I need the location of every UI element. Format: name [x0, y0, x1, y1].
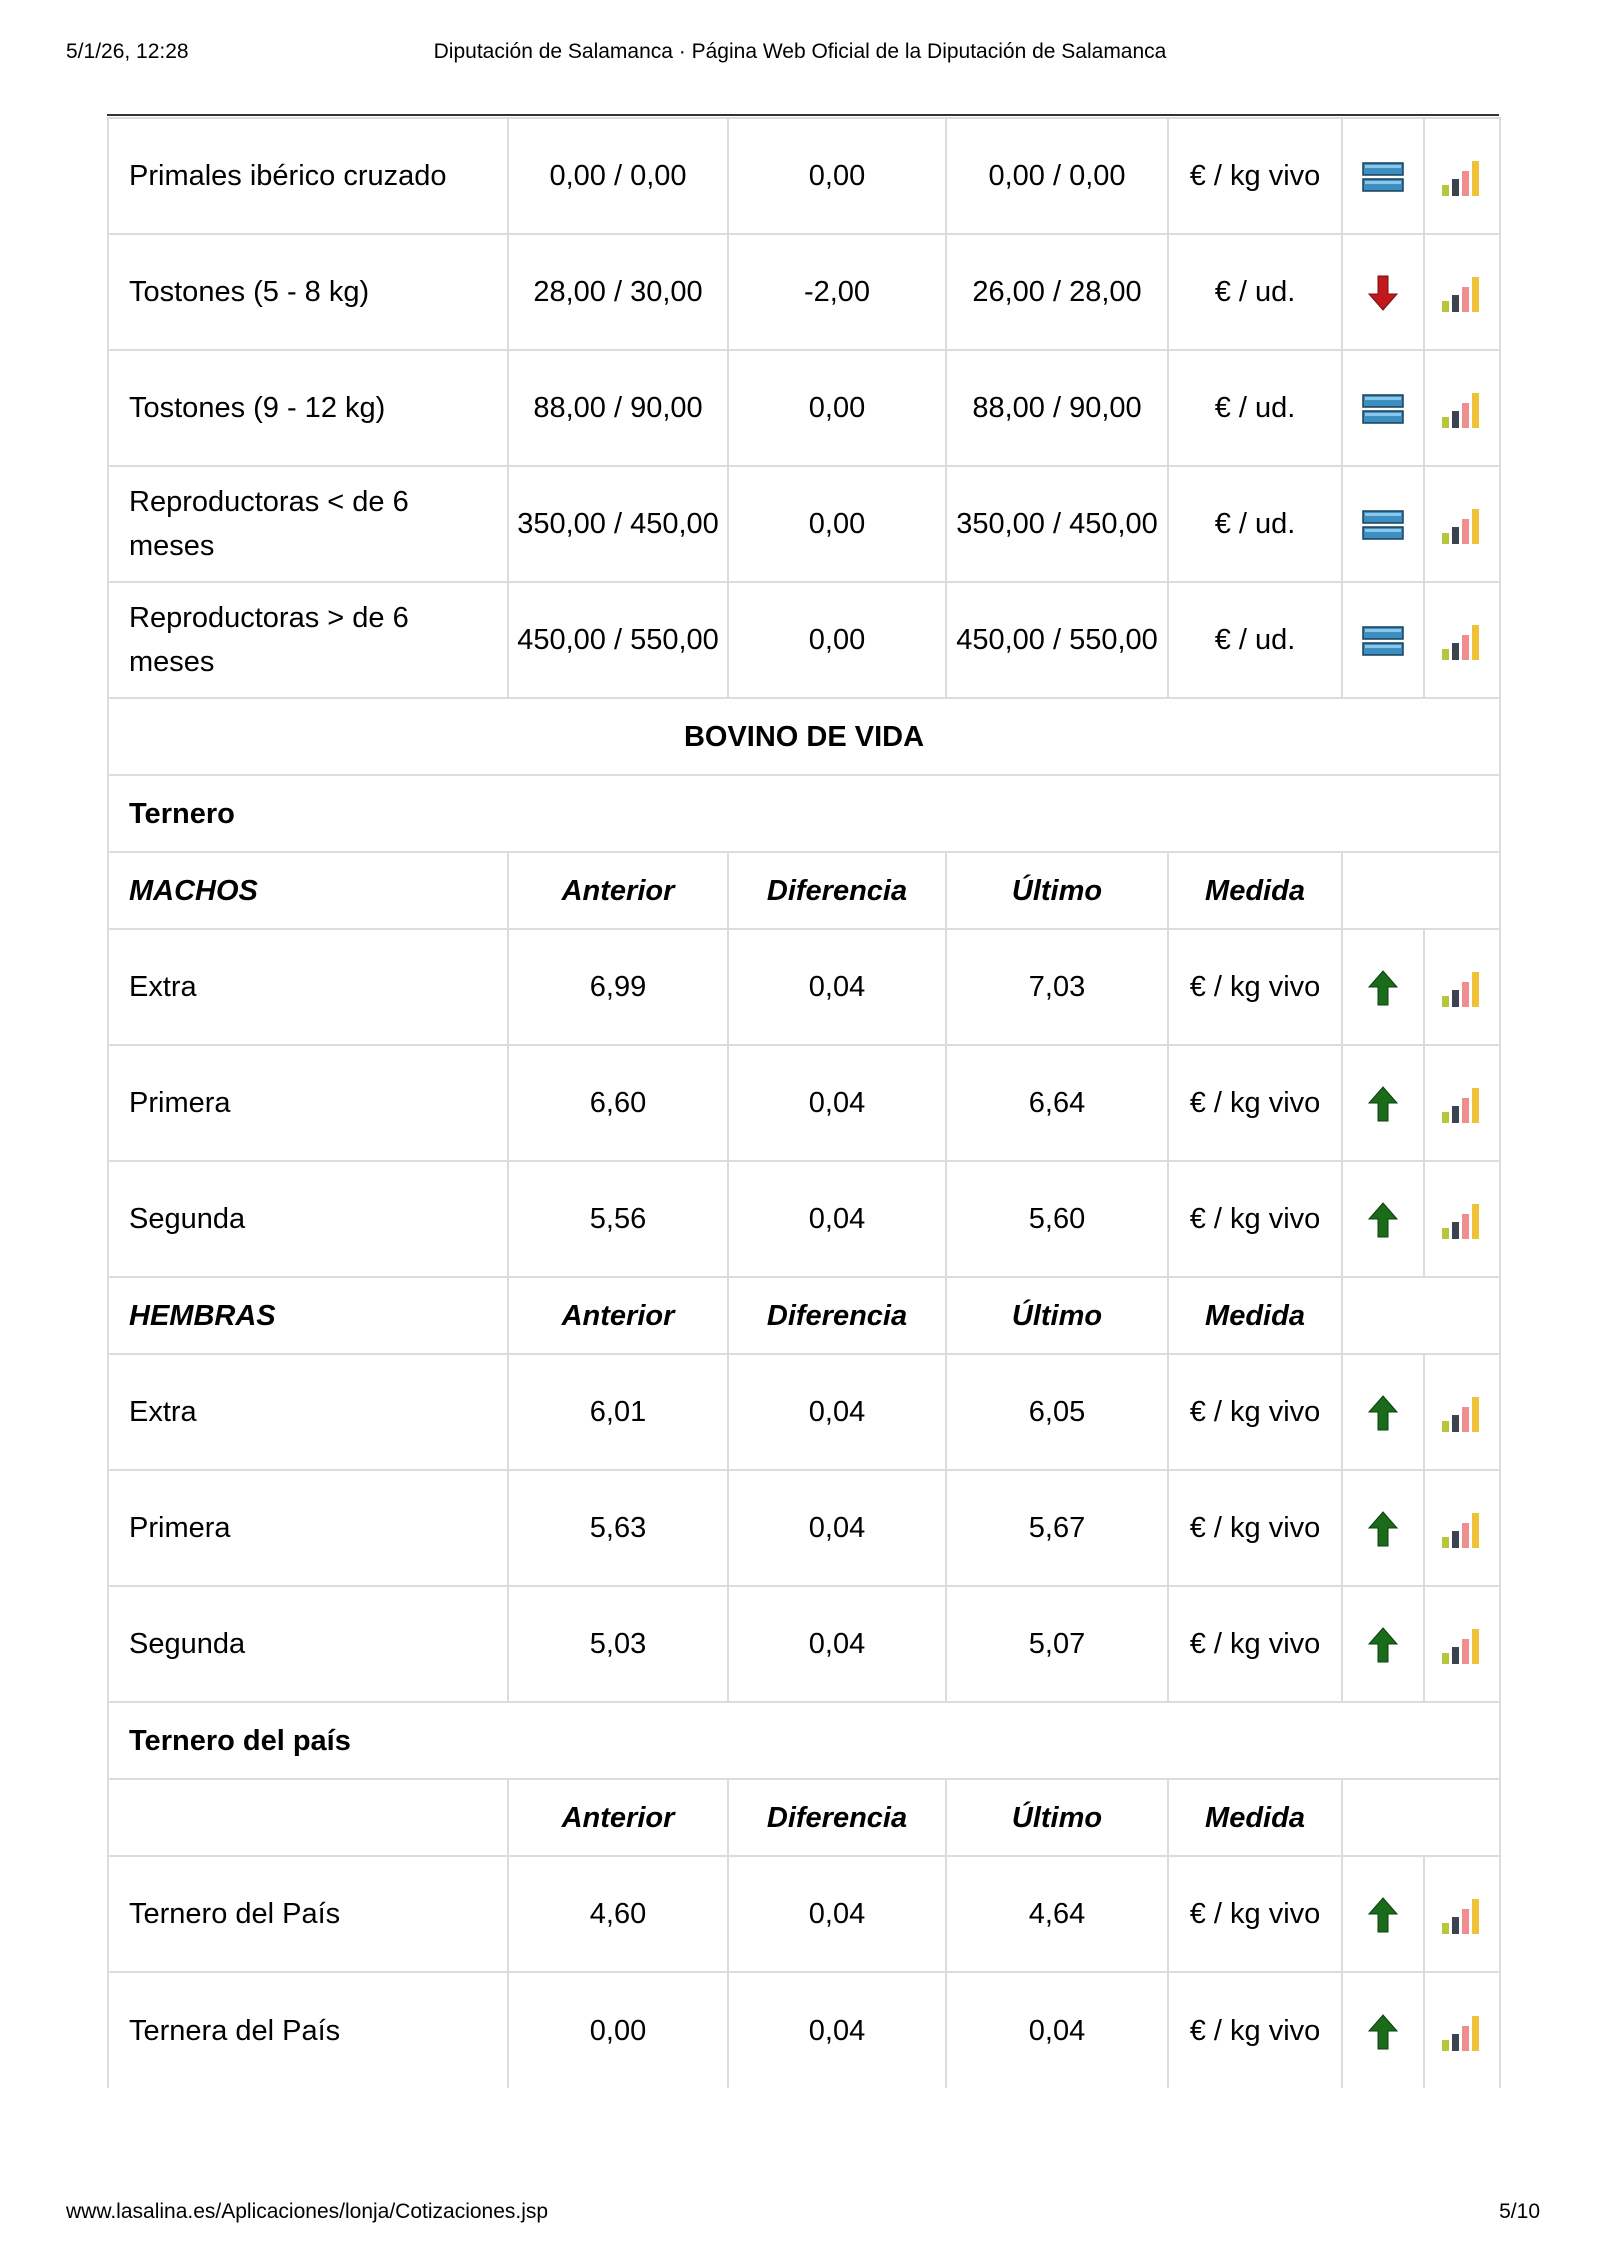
column-header-row [108, 1277, 1500, 1354]
product-name: Reproductoras < de 6 meses [108, 466, 508, 582]
group-label: HEMBRAS [108, 1277, 508, 1354]
trend-cell [1342, 118, 1424, 234]
group-label [108, 1779, 508, 1856]
anterior-value: 88,00 / 90,00 [508, 350, 728, 466]
medida-value: € / kg vivo [1168, 1586, 1342, 1702]
medida-value: € / kg vivo [1168, 929, 1342, 1045]
anterior-value: 4,60 [508, 1856, 728, 1972]
trend-cell [1342, 350, 1424, 466]
anterior-value: 6,60 [508, 1045, 728, 1161]
up-arrow-icon [1368, 1202, 1398, 1238]
col-ultimo: Último [946, 1779, 1168, 1856]
bar-chart-icon[interactable] [1440, 1200, 1484, 1240]
column-header-row [108, 1779, 1500, 1856]
diferencia-value: 0,04 [728, 1045, 946, 1161]
chart-cell [1424, 1470, 1500, 1586]
medida-value: € / kg vivo [1168, 1354, 1342, 1470]
up-arrow-icon [1368, 1395, 1398, 1431]
table-row [108, 1045, 1500, 1161]
bar-chart-icon[interactable] [1440, 1895, 1484, 1935]
anterior-value: 28,00 / 30,00 [508, 234, 728, 350]
diferencia-value: 0,00 [728, 350, 946, 466]
diferencia-value: 0,00 [728, 582, 946, 698]
up-arrow-icon [1368, 1897, 1398, 1933]
chart-cell [1424, 1045, 1500, 1161]
section-title: BOVINO DE VIDA [108, 698, 1500, 775]
equal-icon [1362, 161, 1404, 193]
col-medida: Medida [1168, 1277, 1342, 1354]
product-name: Segunda [108, 1586, 508, 1702]
medida-value: € / ud. [1168, 234, 1342, 350]
bar-chart-icon[interactable] [1440, 1084, 1484, 1124]
diferencia-value: 0,00 [728, 118, 946, 234]
up-arrow-icon [1368, 970, 1398, 1006]
anterior-value: 350,00 / 450,00 [508, 466, 728, 582]
anterior-value: 0,00 / 0,00 [508, 118, 728, 234]
chart-cell [1424, 1972, 1500, 2088]
col-anterior: Anterior [508, 852, 728, 929]
col-medida: Medida [1168, 852, 1342, 929]
product-name: Ternero del País [108, 1856, 508, 1972]
table-row [108, 466, 1500, 582]
col-icons [1342, 1779, 1500, 1856]
col-icons [1342, 1277, 1500, 1354]
bar-chart-icon[interactable] [1440, 968, 1484, 1008]
subsection-title: Ternero [108, 775, 1500, 852]
up-arrow-icon [1368, 2014, 1398, 2050]
product-name: Primera [108, 1470, 508, 1586]
diferencia-value: 0,04 [728, 1856, 946, 1972]
ultimo-value: 5,07 [946, 1586, 1168, 1702]
col-icons [1342, 852, 1500, 929]
ultimo-value: 26,00 / 28,00 [946, 234, 1168, 350]
chart-cell [1424, 1161, 1500, 1277]
product-name: Reproductoras > de 6 meses [108, 582, 508, 698]
chart-cell [1424, 350, 1500, 466]
down-arrow-icon [1368, 275, 1398, 311]
anterior-value: 5,03 [508, 1586, 728, 1702]
col-diferencia: Diferencia [728, 852, 946, 929]
col-diferencia: Diferencia [728, 1779, 946, 1856]
bar-chart-icon[interactable] [1440, 1509, 1484, 1549]
product-name: Segunda [108, 1161, 508, 1277]
anterior-value: 450,00 / 550,00 [508, 582, 728, 698]
ultimo-value: 7,03 [946, 929, 1168, 1045]
ultimo-value: 450,00 / 550,00 [946, 582, 1168, 698]
trend-cell [1342, 466, 1424, 582]
bar-chart-icon[interactable] [1440, 157, 1484, 197]
product-name: Primales ibérico cruzado [108, 118, 508, 234]
table-row [108, 1470, 1500, 1586]
table-row [108, 234, 1500, 350]
ultimo-value: 88,00 / 90,00 [946, 350, 1168, 466]
product-name: Extra [108, 929, 508, 1045]
product-name: Ternera del País [108, 1972, 508, 2088]
chart-cell [1424, 582, 1500, 698]
bar-chart-icon[interactable] [1440, 1625, 1484, 1665]
anterior-value: 5,56 [508, 1161, 728, 1277]
medida-value: € / ud. [1168, 350, 1342, 466]
medida-value: € / kg vivo [1168, 1161, 1342, 1277]
table-row [108, 1354, 1500, 1470]
trend-cell [1342, 1586, 1424, 1702]
table-row [108, 929, 1500, 1045]
diferencia-value: -2,00 [728, 234, 946, 350]
group-label: MACHOS [108, 852, 508, 929]
subsection-title-row [108, 775, 1500, 852]
table-row [108, 1161, 1500, 1277]
medida-value: € / kg vivo [1168, 118, 1342, 234]
bar-chart-icon[interactable] [1440, 621, 1484, 661]
print-page-title: Diputación de Salamanca · Página Web Oficial de la Diputación de Salamanca [433, 40, 1167, 63]
trend-cell [1342, 929, 1424, 1045]
diferencia-value: 0,04 [728, 929, 946, 1045]
trend-cell [1342, 234, 1424, 350]
table-row [108, 118, 1500, 234]
col-anterior: Anterior [508, 1277, 728, 1354]
trend-cell [1342, 1045, 1424, 1161]
ultimo-value: 4,64 [946, 1856, 1168, 1972]
ultimo-value: 6,64 [946, 1045, 1168, 1161]
trend-cell [1342, 1161, 1424, 1277]
ultimo-value: 350,00 / 450,00 [946, 466, 1168, 582]
ultimo-value: 0,04 [946, 1972, 1168, 2088]
col-anterior: Anterior [508, 1779, 728, 1856]
medida-value: € / ud. [1168, 466, 1342, 582]
product-name: Tostones (5 - 8 kg) [108, 234, 508, 350]
ultimo-value: 6,05 [946, 1354, 1168, 1470]
medida-value: € / kg vivo [1168, 1856, 1342, 1972]
col-ultimo: Último [946, 1277, 1168, 1354]
product-name: Tostones (9 - 12 kg) [108, 350, 508, 466]
up-arrow-icon [1368, 1627, 1398, 1663]
up-arrow-icon [1368, 1511, 1398, 1547]
ultimo-value: 5,67 [946, 1470, 1168, 1586]
table-row [108, 1972, 1500, 2088]
anterior-value: 0,00 [508, 1972, 728, 2088]
diferencia-value: 0,04 [728, 1972, 946, 2088]
ultimo-value: 5,60 [946, 1161, 1168, 1277]
bar-chart-icon[interactable] [1440, 505, 1484, 545]
print-page-number: 5/10 [1499, 2200, 1540, 2223]
equal-icon [1362, 393, 1404, 425]
table-row [108, 350, 1500, 466]
subsection-title: Ternero del país [108, 1702, 1500, 1779]
table-row [108, 1856, 1500, 1972]
table-row [108, 582, 1500, 698]
section-title-row [108, 698, 1500, 775]
col-ultimo: Último [946, 852, 1168, 929]
anterior-value: 6,99 [508, 929, 728, 1045]
trend-cell [1342, 582, 1424, 698]
medida-value: € / kg vivo [1168, 1470, 1342, 1586]
diferencia-value: 0,04 [728, 1161, 946, 1277]
chart-cell [1424, 1856, 1500, 1972]
medida-value: € / kg vivo [1168, 1972, 1342, 2088]
chart-cell [1424, 929, 1500, 1045]
chart-cell [1424, 1354, 1500, 1470]
col-medida: Medida [1168, 1779, 1342, 1856]
chart-cell [1424, 118, 1500, 234]
chart-cell [1424, 1586, 1500, 1702]
bar-chart-icon[interactable] [1440, 2012, 1484, 2052]
top-rule [107, 114, 1499, 116]
trend-cell [1342, 1470, 1424, 1586]
print-datetime: 5/1/26, 12:28 [66, 40, 189, 63]
diferencia-value: 0,04 [728, 1586, 946, 1702]
chart-cell [1424, 234, 1500, 350]
anterior-value: 6,01 [508, 1354, 728, 1470]
chart-cell [1424, 466, 1500, 582]
price-table [107, 117, 1501, 2088]
bar-chart-icon[interactable] [1440, 389, 1484, 429]
subsection-title-row [108, 1702, 1500, 1779]
medida-value: € / kg vivo [1168, 1045, 1342, 1161]
bar-chart-icon[interactable] [1440, 1393, 1484, 1433]
equal-icon [1362, 625, 1404, 657]
print-url: www.lasalina.es/Aplicaciones/lonja/Cotizaciones.jsp [66, 2200, 549, 2223]
column-header-row [108, 852, 1500, 929]
up-arrow-icon [1368, 1086, 1398, 1122]
trend-cell [1342, 1856, 1424, 1972]
medida-value: € / ud. [1168, 582, 1342, 698]
diferencia-value: 0,04 [728, 1354, 946, 1470]
ultimo-value: 0,00 / 0,00 [946, 118, 1168, 234]
diferencia-value: 0,00 [728, 466, 946, 582]
col-diferencia: Diferencia [728, 1277, 946, 1354]
product-name: Primera [108, 1045, 508, 1161]
trend-cell [1342, 1354, 1424, 1470]
anterior-value: 5,63 [508, 1470, 728, 1586]
equal-icon [1362, 509, 1404, 541]
trend-cell [1342, 1972, 1424, 2088]
product-name: Extra [108, 1354, 508, 1470]
bar-chart-icon[interactable] [1440, 273, 1484, 313]
diferencia-value: 0,04 [728, 1470, 946, 1586]
table-row [108, 1586, 1500, 1702]
